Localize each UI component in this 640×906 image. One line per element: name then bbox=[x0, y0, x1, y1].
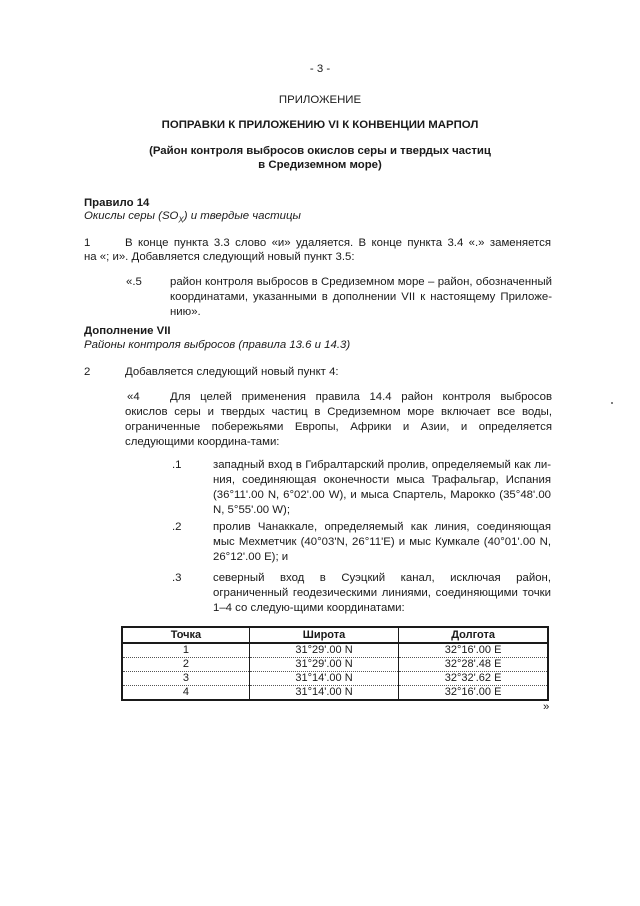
cell-latitude: 31°29'.00 N bbox=[249, 658, 398, 672]
cell-longitude: 32°32'.62 E bbox=[399, 672, 548, 686]
appendix-7-caption: Районы контроля выбросов (правила 13.6 и 14.3) bbox=[84, 339, 351, 351]
cell-longitude: 32°28'.48 E bbox=[399, 658, 548, 672]
cell-longitude: 32°16'.00 E bbox=[399, 643, 548, 658]
cell-latitude: 31°29'.00 N bbox=[249, 643, 398, 658]
cell-point: 2 bbox=[122, 658, 249, 672]
item-1-number: 1 bbox=[84, 237, 91, 249]
subitem-2-marker: .2 bbox=[172, 521, 182, 533]
rule-14-label: Правило 14 bbox=[84, 197, 150, 209]
cell-point: 3 bbox=[122, 672, 249, 686]
cell-latitude: 31°14'.00 N bbox=[249, 686, 398, 701]
table-row bbox=[122, 672, 548, 686]
header-longitude: Долгота bbox=[399, 627, 548, 643]
table-row bbox=[122, 658, 548, 672]
document-title: ПОПРАВКИ К ПРИЛОЖЕНИЮ VI К КОНВЕНЦИИ МАРПОЛ bbox=[161, 119, 479, 131]
subitem-2-text: пролив Чанаккале, определяемый как линия, соединяющая мыс Мехметчик (40°03'N, 26°11'E) и мыс Кумкале (40°01'.00 N, 26°12'.00 E); и bbox=[213, 521, 551, 563]
header-latitude: Широта bbox=[249, 627, 398, 643]
item-1-text-line-1: В конце пункта 3.3 слово «и» удаляется. В конце пункта 3.4 «.» заменяется bbox=[125, 237, 551, 249]
appendix-7-label: Дополнение VII bbox=[84, 325, 171, 337]
table-row bbox=[122, 643, 548, 658]
item-1-sub-marker: «.5 bbox=[126, 276, 142, 288]
scan-speck bbox=[611, 402, 613, 404]
subitem-3-text: северный вход в Суэцкий канал, исключая район, ограниченный геодезическими линиями, соединяющими точки 1–4 со следую-щими координатами: bbox=[213, 572, 551, 614]
subitem-3-marker: .3 bbox=[172, 572, 182, 584]
cell-longitude: 32°16'.00 E bbox=[399, 686, 548, 701]
item-2-text: Добавляется следующий новый пункт 4: bbox=[125, 366, 339, 378]
item-2-number: 2 bbox=[84, 366, 91, 378]
rule-14-caption-sub: X bbox=[178, 215, 184, 225]
rule-14-caption-post: ) и твердые частицы bbox=[183, 210, 301, 222]
item-1-text-line-2: на «; и». Добавляется следующий новый пункт 3.5: bbox=[84, 251, 355, 263]
subtitle-line-1: (Район контроля выбросов окислов серы и твердых частиц bbox=[149, 145, 491, 157]
item-2-para-marker: «4 bbox=[127, 391, 140, 403]
closing-quote: » bbox=[543, 701, 550, 713]
rule-14-caption-pre: Окислы серы (SO bbox=[84, 210, 179, 222]
header-point: Точка bbox=[122, 627, 249, 643]
subtitle-line-2: в Средиземном море) bbox=[258, 159, 382, 171]
table-row bbox=[122, 686, 548, 701]
page-number: - 3 - bbox=[309, 63, 331, 75]
cell-point: 4 bbox=[122, 686, 249, 701]
table-header-row bbox=[122, 627, 548, 643]
annex-heading: ПРИЛОЖЕНИЕ bbox=[278, 94, 362, 106]
rule-14-caption bbox=[84, 209, 301, 224]
subitem-1-marker: .1 bbox=[172, 459, 182, 471]
cell-latitude: 31°14'.00 N bbox=[249, 672, 398, 686]
item-1-sub-text: район контроля выбросов в Средиземном море – район, обозначенный координатами, указанными в дополнении VII к настоящему Приложе-нию». bbox=[170, 276, 552, 318]
subitem-1-text: западный вход в Гибралтарский пролив, определяемый как ли-ния, соединяющая оконечности мыса Трафальгар, Испания (36°11'.00 N, 6°02'.00 W), и мыса Спартель, Марокко (35°48'.00 N, 5°55'.00 W); bbox=[213, 459, 551, 516]
coordinates-table bbox=[121, 626, 549, 701]
cell-point: 1 bbox=[122, 643, 249, 658]
item-2-para-text: Для целей применения правила 14.4 район контроля выбросов окислов серы и твердых частиц в Средиземном море включает все воды, ограниченные побережьями Европы, Африки и Азии, и определяется следующими координа-тами: bbox=[125, 391, 552, 448]
